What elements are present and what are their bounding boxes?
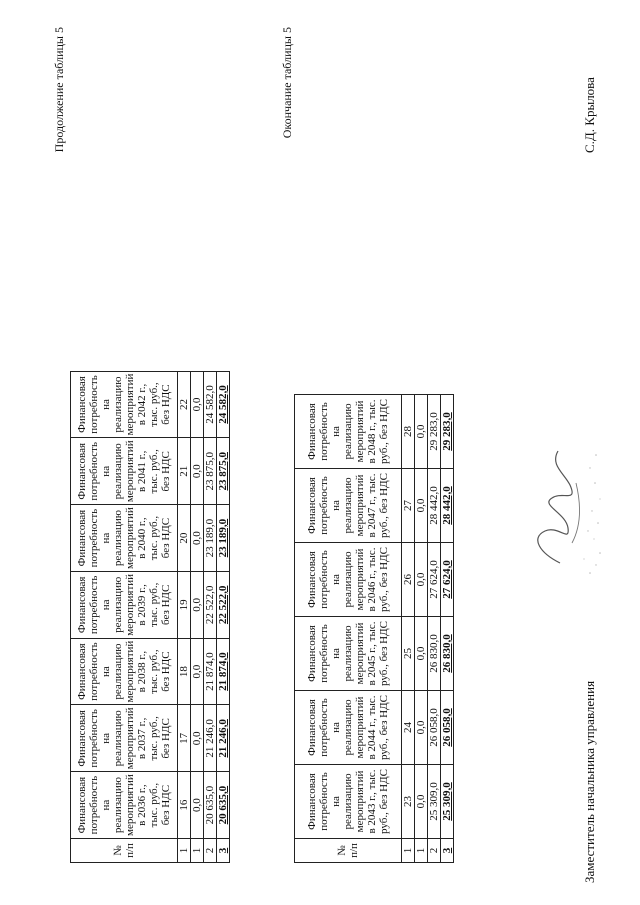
table-cell: 0,0 bbox=[415, 469, 428, 543]
header-2043: Финансовая потребность на реализацию мероприятий в 2043 г., тыс. руб., без НДС bbox=[295, 765, 402, 839]
table-cell: 25 bbox=[402, 617, 415, 691]
table-cell: 0,0 bbox=[191, 371, 204, 438]
table-cell: 26 830,0 bbox=[428, 617, 441, 691]
table-cell: 24 bbox=[402, 691, 415, 765]
table-cell: 22 522,0 bbox=[204, 571, 217, 638]
table-cell: 21 246,0 bbox=[217, 705, 230, 772]
table-cell: 21 bbox=[178, 438, 191, 505]
table-cell: 23 875,0 bbox=[217, 438, 230, 505]
table-cell: 3 bbox=[217, 839, 230, 863]
table-cell: 0,0 bbox=[415, 691, 428, 765]
table-cell: 0,0 bbox=[191, 705, 204, 772]
table-cell: 0,0 bbox=[415, 617, 428, 691]
table-cell: 0,0 bbox=[415, 765, 428, 839]
table-cell: 1 bbox=[191, 839, 204, 863]
table-cell: 1 bbox=[178, 839, 191, 863]
table-cell: 21 246,0 bbox=[204, 705, 217, 772]
table-cell: 20 635,0 bbox=[217, 772, 230, 839]
table-cell: 0,0 bbox=[415, 395, 428, 469]
table-cell: 27 624,0 bbox=[428, 543, 441, 617]
header-num: № п/п bbox=[295, 839, 402, 863]
table-cell: 3 bbox=[441, 839, 454, 863]
header-num: № п/п bbox=[71, 839, 178, 863]
header-2040: Финансовая потребность на реализацию мероприятий в 2040 г., тыс. руб., без НДС bbox=[71, 505, 178, 572]
table-cell: 25 309,0 bbox=[428, 765, 441, 839]
signature-position: Заместитель начальника управления bbox=[582, 680, 597, 883]
header-2041: Финансовая потребность на реализацию мероприятий в 2041 г., тыс. руб., без НДС bbox=[71, 438, 178, 505]
table-cell: 28 442,0 bbox=[428, 469, 441, 543]
table-row bbox=[204, 371, 217, 862]
table-cell: 27 bbox=[402, 469, 415, 543]
table-cell: 16 bbox=[178, 772, 191, 839]
table-row bbox=[441, 395, 454, 863]
table-cell: 26 058,0 bbox=[428, 691, 441, 765]
table-bottom-caption: Окончание таблицы 5 bbox=[280, 27, 294, 139]
table-cell: 20 635,0 bbox=[204, 772, 217, 839]
table-cell: 26 bbox=[402, 543, 415, 617]
table-cell: 19 bbox=[178, 571, 191, 638]
header-2048: Финансовая потребность на реализацию мероприятий в 2048 г., тыс. руб., без НДС bbox=[295, 395, 402, 469]
table-cell: 21 874,0 bbox=[204, 638, 217, 705]
table-cell: 29 283,0 bbox=[428, 395, 441, 469]
header-2045: Финансовая потребность на реализацию мероприятий в 2045 г., тыс. руб., без НДС bbox=[295, 617, 402, 691]
table-cell: 18 bbox=[178, 638, 191, 705]
table-top-caption: Продолжение таблицы 5 bbox=[52, 27, 66, 153]
table-bottom bbox=[294, 394, 454, 863]
table-cell: 20 bbox=[178, 505, 191, 572]
signature-image bbox=[500, 433, 610, 583]
table-cell: 2 bbox=[428, 839, 441, 863]
header-2047: Финансовая потребность на реализацию мероприятий в 2047 г., тыс. руб., без НДС bbox=[295, 469, 402, 543]
table-cell: 23 189,0 bbox=[204, 505, 217, 572]
table-cell: 0,0 bbox=[415, 543, 428, 617]
table-cell: 25 309,0 bbox=[441, 765, 454, 839]
table-row bbox=[415, 395, 428, 863]
table-cell: 24 582,0 bbox=[217, 371, 230, 438]
table-cell: 2 bbox=[204, 839, 217, 863]
table-cell: 0,0 bbox=[191, 772, 204, 839]
table-cell: 0,0 bbox=[191, 571, 204, 638]
table-cell: 28 442,0 bbox=[441, 469, 454, 543]
table-cell: 0,0 bbox=[191, 638, 204, 705]
table-cell: 21 874,0 bbox=[217, 638, 230, 705]
table-cell: 24 582,0 bbox=[204, 371, 217, 438]
table-cell: 23 bbox=[402, 765, 415, 839]
signature-name: С.Д. Крылова bbox=[582, 77, 597, 153]
table-cell: 1 bbox=[402, 839, 415, 863]
table-cell: 29 283,0 bbox=[441, 395, 454, 469]
table-top-body bbox=[70, 371, 230, 863]
table-cell: 17 bbox=[178, 705, 191, 772]
table-cell: 23 189,0 bbox=[217, 505, 230, 572]
header-2044: Финансовая потребность на реализацию мероприятий в 2044 г., тыс. руб., без НДС bbox=[295, 691, 402, 765]
table-row bbox=[428, 395, 441, 863]
table-cell: 0,0 bbox=[191, 505, 204, 572]
header-2042: Финансовая потребность на реализацию мероприятий в 2042 г., тыс. руб., без НДС bbox=[71, 371, 178, 438]
table-cell: 22 522,0 bbox=[217, 571, 230, 638]
header-2037: Финансовая потребность на реализацию мероприятий в 2037 г., тыс. руб., без НДС bbox=[71, 705, 178, 772]
table-cell: 22 bbox=[178, 371, 191, 438]
table-row bbox=[217, 371, 230, 862]
table-cell: 28 bbox=[402, 395, 415, 469]
table-cell: 0,0 bbox=[191, 438, 204, 505]
table-cell: 1 bbox=[415, 839, 428, 863]
header-2046: Финансовая потребность на реализацию мероприятий в 2046 г., тыс. руб., без НДС bbox=[295, 543, 402, 617]
table-cell: 23 875,0 bbox=[204, 438, 217, 505]
table-row bbox=[402, 395, 415, 863]
table-row bbox=[178, 371, 191, 862]
header-2036: Финансовая потребность на реализацию мероприятий в 2036 г., тыс. руб., без НДС bbox=[71, 772, 178, 839]
header-2039: Финансовая потребность на реализацию мероприятий в 2039 г., тыс. руб., без НДС bbox=[71, 571, 178, 638]
table-row bbox=[191, 371, 204, 862]
table-cell: 26 830,0 bbox=[441, 617, 454, 691]
table-cell: 27 624,0 bbox=[441, 543, 454, 617]
table-cell: 26 058,0 bbox=[441, 691, 454, 765]
header-2038: Финансовая потребность на реализацию мероприятий в 2038 г., тыс. руб., без НДС bbox=[71, 638, 178, 705]
